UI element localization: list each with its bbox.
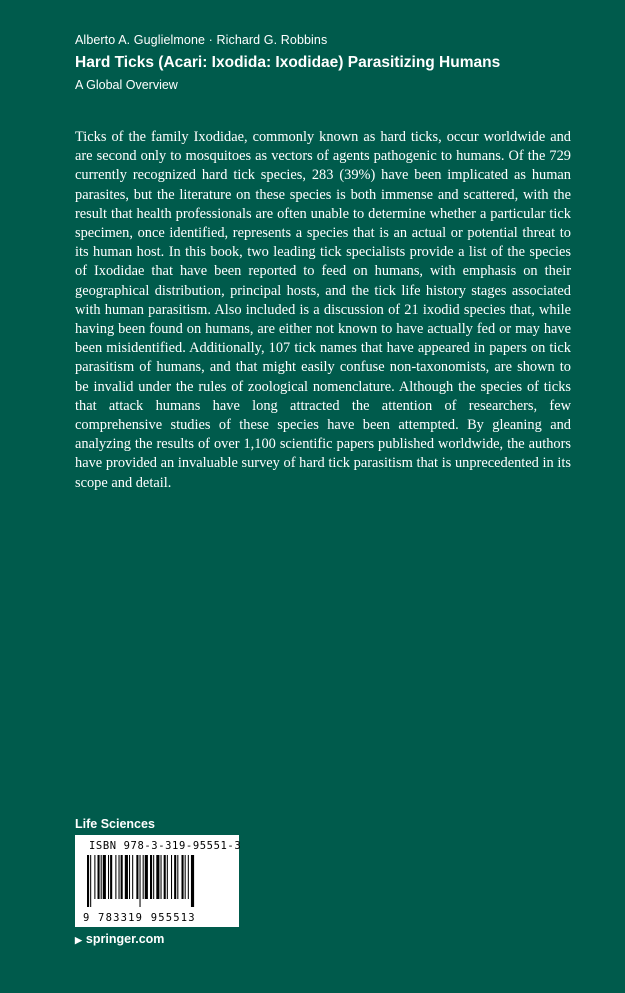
barcode-bar — [94, 855, 95, 899]
publisher-link[interactable] — [75, 932, 164, 946]
barcode-bar — [143, 855, 144, 899]
barcode-bar — [103, 855, 106, 899]
barcode-bar — [145, 855, 148, 899]
barcode-bar — [161, 855, 162, 899]
book-description: Ticks of the family Ixodidae, commonly known as hard ticks, occur worldwide and are second only to mosquitoes as vectors of agents pathogenic to humans. Of the 729 currently recognized hard tick species, 283 (39%) have been implicated as human parasites, but the literature on these species is both immense and scattered, with the result that health professionals are often unable to determine whether a particular tick specimen, once identified, represents a species that is an actual or potential threat to its human host. In this book, two leading tick specialists provide a list of the species of Ixodidae that have been reported to feed on humans, with emphasis on their geographical distribution, principal hosts, and the tick life history stages associated with human parasitism. Also included is a discussion of 21 ixodid species that, while having been found on humans, are either not known to have actually fed or may have been misidentified. Additionally, 107 tick names that have appeared in papers on tick parasitism of humans, and that might easily confuse non-taxonomists, are shown to be invalid under the rules of zoological nomenclature. Although the species of ticks that attack humans have long attracted the attention of researchers, few comprehensive studies of these species have been attempted. By gleaning and analyzing the results of over 1,100 scientific papers published worldwide, the authors have provided an invaluable survey of hard tick parasitism that is unprecedented in its scope and detail. — [75, 129, 571, 491]
publisher-link-label: springer.com — [85, 932, 165, 946]
barcode-bar — [150, 855, 152, 899]
barcode-bar — [115, 855, 116, 899]
triangle-right-icon: ▶ — [75, 935, 82, 945]
barcode-bar — [191, 855, 194, 907]
authors: Alberto A. Guglielmone · Richard G. Robbins — [75, 33, 328, 47]
barcode-bar — [132, 855, 133, 899]
barcode-bar — [108, 855, 109, 899]
barcode-bar — [185, 855, 186, 899]
barcode-bar — [177, 855, 178, 899]
barcode-bar — [171, 855, 172, 899]
barcode-bar — [140, 855, 141, 907]
barcode-bar — [136, 855, 138, 899]
barcode-bar — [121, 855, 123, 899]
barcode-bar — [188, 855, 189, 899]
barcode-bar — [110, 855, 112, 899]
barcode-bar — [164, 855, 166, 899]
book-title: Hard Ticks (Acari: Ixodida: Ixodidae) Parasitizing Humans — [75, 54, 501, 71]
isbn-barcode — [75, 835, 242, 927]
barcode-bar — [125, 855, 128, 899]
barcode-bar — [129, 855, 130, 899]
barcode-bar — [182, 855, 184, 899]
barcode-bars — [81, 855, 233, 907]
barcode-digits: 9 783319 955513 — [83, 912, 196, 924]
barcode-bar — [156, 855, 159, 899]
barcode-bar — [153, 855, 154, 899]
book-subtitle: A Global Overview — [75, 78, 178, 92]
barcode-bar — [119, 855, 120, 899]
isbn-label: ISBN 978-3-319-95551-3 — [89, 840, 242, 852]
barcode-bar — [87, 855, 89, 907]
barcode-bar — [90, 855, 91, 907]
barcode-bar — [167, 855, 168, 899]
barcode-bar — [98, 855, 100, 899]
subject-category: Life Sciences — [75, 817, 155, 831]
barcode-bar — [174, 855, 176, 899]
barcode-bar — [101, 855, 102, 899]
